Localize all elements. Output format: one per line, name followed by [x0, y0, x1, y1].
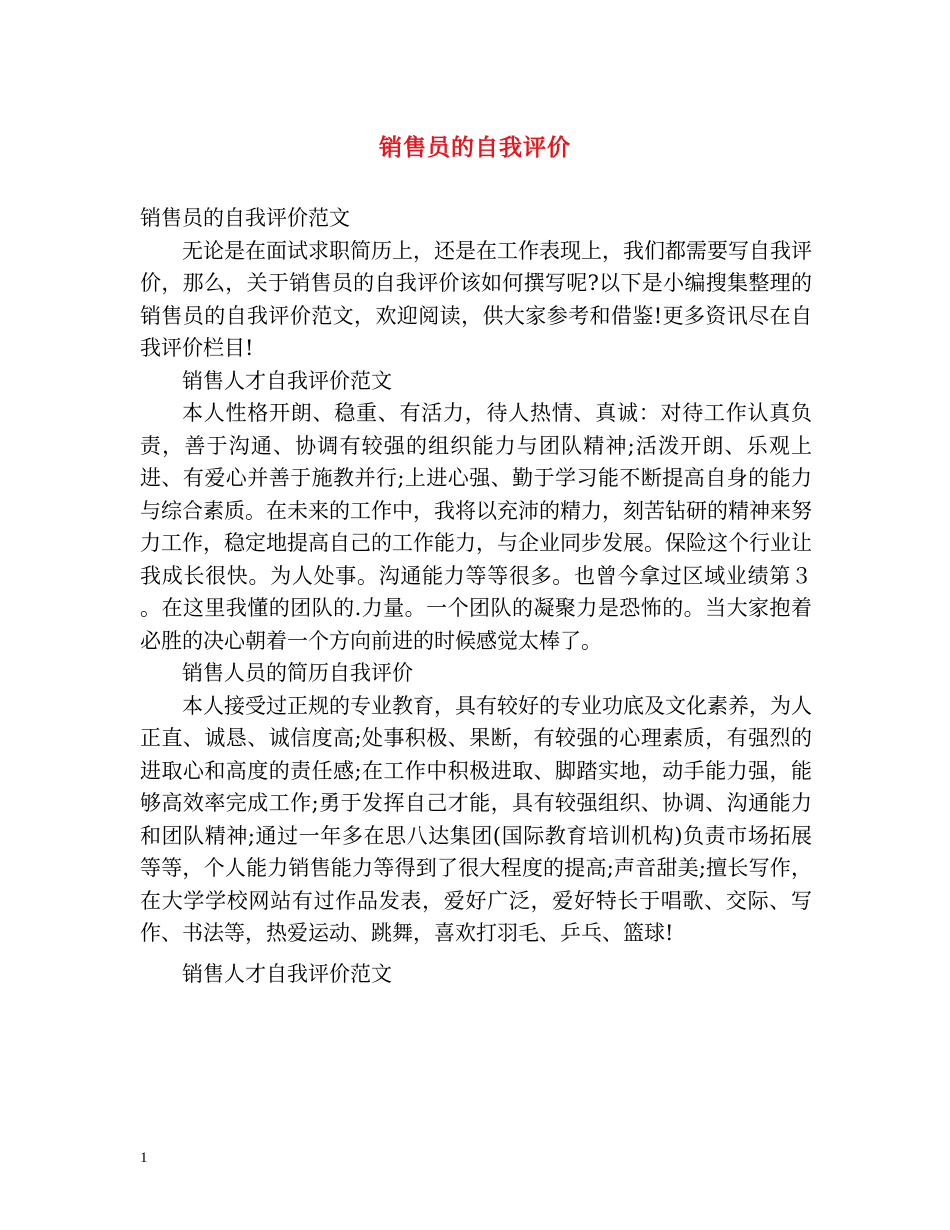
section-heading-sales-talent: 销售人才自我评价范文 — [182, 368, 392, 393]
section-heading-sales-talent-repeat: 销售人才自我评价范文 — [182, 961, 392, 986]
sales-talent-paragraph: 本人性格开朗、稳重、有活力，待人热情、真诚：对待工作认真负责，善于沟通、协调有较强的组织能力与团队精神;活泼开朗、乐观上进、有爱心并善于施教并行;上进心强、勤于学习能不断提高自身的能力与综合素质。在未来的工作中，我将以充沛的精力，刻苦钻研的精神来努力工作，稳定地提高自己的工作能力，与企业同步发展。保险这个行业让我成长很快。为人处事。沟通能力等等很多。也曾今拿过区域业绩第３ 。在这里我懂的团队的.力量。一个团队的凝聚力是恐怖的。当大家抱着必胜的决心朝着一个方向前进的时候感觉太棒了。 — [140, 401, 812, 653]
intro-paragraph: 无论是在面试求职简历上，还是在工作表现上，我们都需要写自我评价，那么，关于销售员的自我评价该如何撰写呢?以下是小编搜集整理的销售员的自我评价范文，欢迎阅读，供大家参考和借鉴!更多资讯尽在自我评价栏目! — [140, 238, 812, 360]
document-subtitle: 销售员的自我评价范文 — [140, 206, 350, 230]
resume-paragraph: 本人接受过正规的专业教育，具有较好的专业功底及文化素养，为人正直、诚恳、诚信度高;处事积极、果断，有较强的心理素质，有强烈的进取心和高度的责任感;在工作中积极进取、脚踏实地，动手能力强，能够高效率完成工作;勇于发挥自己才能，具有较强组织、协调、沟通能力和团队精神;通过一年多在思八达集团(国际教育培训机构)负责市场拓展等等，个人能力销售能力等得到了很大程度的提高;声音甜美;擅长写作，在大学学校网站有过作品发表，爱好广泛，爱好特长于唱歌、交际、写作、书法等，热爱运动、跳舞，喜欢打羽毛、乒乓、篮球! — [140, 693, 812, 945]
page-number: 1 — [140, 1150, 148, 1166]
document-title: 销售员的自我评价 — [379, 134, 571, 161]
document-body — [140, 202, 812, 990]
section-heading-resume: 销售人员的简历自我评价 — [182, 661, 413, 685]
